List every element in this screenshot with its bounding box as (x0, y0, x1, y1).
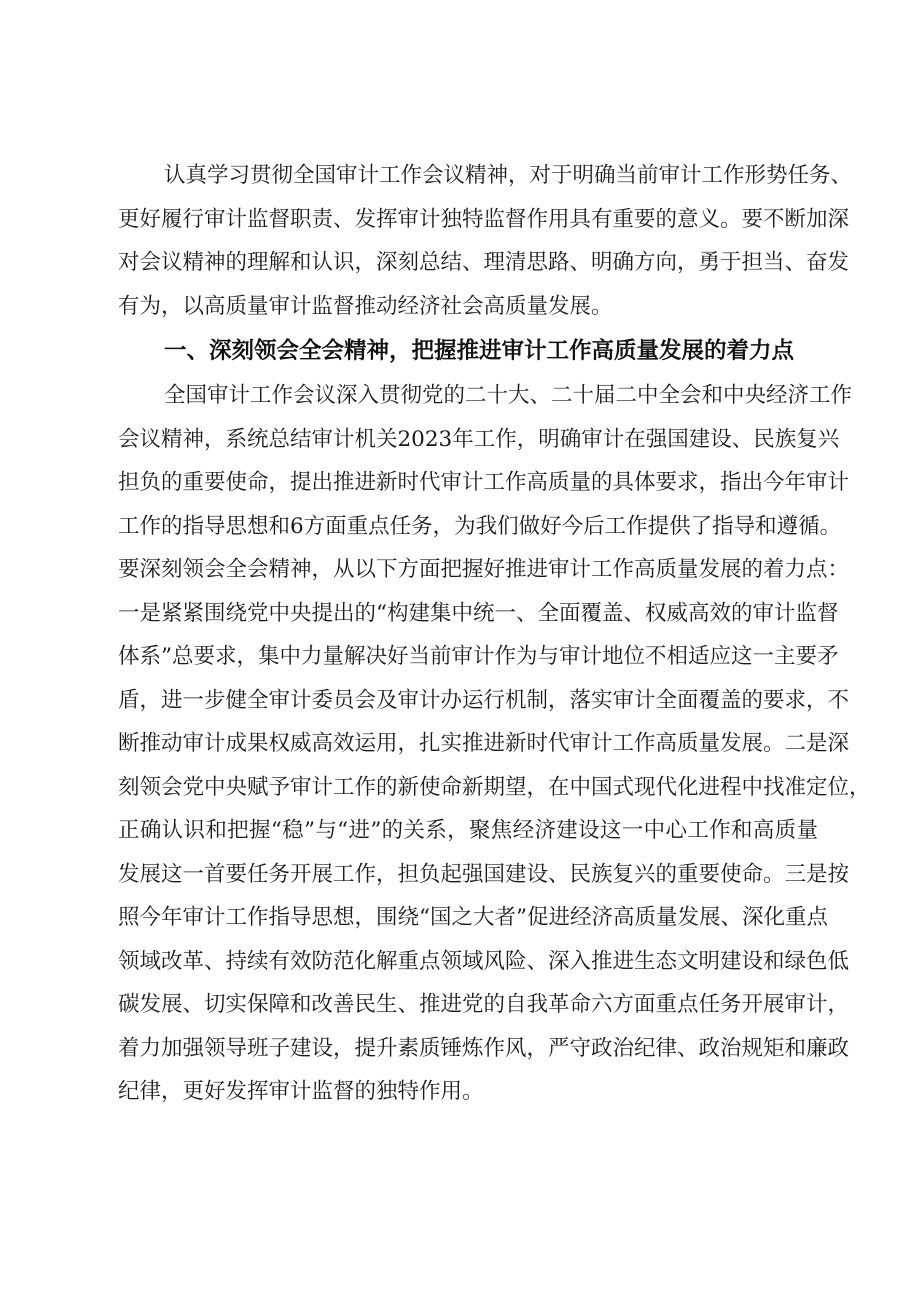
paragraph-line: 照今年审计工作指导思想，围绕“国之大者”促进经济高质量发展、深化重点 (118, 905, 828, 930)
section-heading: 一、深刻领会全会精神，把握推进审计工作高质量发展的着力点 (164, 338, 795, 364)
intro-paragraph (118, 154, 853, 328)
section-paragraph (118, 374, 871, 1114)
intro-line: 有为，以高质量审计监督推动经济社会高质量发展。 (118, 293, 613, 319)
paragraph-line: 盾，进一步健全审计委员会及审计办运行机制，落实审计全面覆盖的要求，不 (118, 687, 850, 713)
paragraph-line: 全国审计工作会议深入贯彻党的二十大、二十届二中全会和中央经济工作 (164, 383, 853, 408)
document-body (118, 154, 871, 1114)
paragraph-line: 刻领会党中央赋予审计工作的新使命新期望，在中国式现代化进程中找准定位， (118, 774, 871, 800)
paragraph-line: 工作的指导思想和6方面重点任务，为我们做好今后工作提供了指导和遵循。 (118, 513, 842, 539)
paragraph-line: 一是紧紧围绕党中央提出的“构建集中统一、全面覆盖、权威高效的审计监督 (118, 600, 839, 626)
paragraph-line: 发展这一首要任务开展工作，担负起强国建设、民族复兴的重要使命。三是按 (118, 861, 850, 887)
paragraph-line: 着力加强领导班子建设，提升素质锤炼作风，严守政治纪律、政治规矩和廉政 (118, 1035, 850, 1061)
intro-line: 更好履行审计监督职责、发挥审计独特监督作用具有重要的意义。要不断加深 (118, 206, 850, 232)
paragraph-line: 纪律，更好发挥审计监督的独特作用。 (118, 1079, 484, 1104)
paragraph-line: 体系”总要求，集中力量解决好当前审计作为与审计地位不相适应这一主要矛 (118, 644, 839, 669)
paragraph-line: 领域改革、持续有效防范化解重点领域风险、深入推进生态文明建设和绿色低 (118, 948, 850, 974)
paragraph-line: 碳发展、切实保障和改善民生、推进党的自我革命六方面重点任务开展审计， (118, 992, 850, 1017)
paragraph-line: 担负的重要使命，提出推进新时代审计工作高质量的具体要求，指出今年审计 (118, 470, 850, 495)
intro-line: 对会议精神的理解和认识，深刻总结、理清思路、明确方向，勇于担当、奋发 (118, 250, 850, 275)
paragraph-line: 断推动审计成果权威高效运用，扎实推进新时代审计工作高质量发展。二是深 (118, 731, 850, 756)
paragraph-line: 要深刻领会全会精神，从以下方面把握好推进审计工作高质量发展的着力点： (118, 557, 850, 582)
paragraph-line: 会议精神，系统总结审计机关2023年工作，明确审计在强国建设、民族复兴 (118, 426, 840, 452)
paragraph-line: 正确认识和把握“稳”与“进”的关系，聚焦经济建设这一中心工作和高质量 (118, 818, 818, 843)
intro-line: 认真学习贯彻全国审计工作会议精神，对于明确当前审计工作形势任务、 (164, 163, 853, 188)
